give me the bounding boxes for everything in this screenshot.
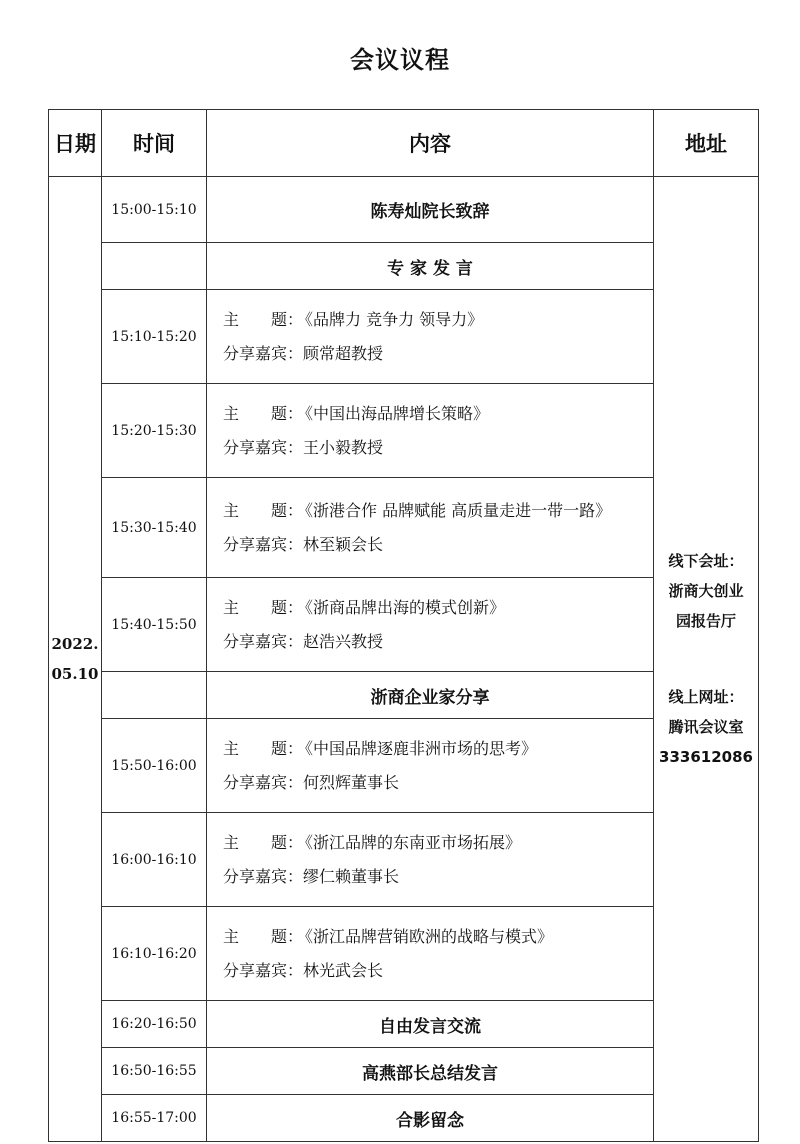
time-cell: 16:10-16:20 — [102, 907, 207, 1001]
table-row — [49, 672, 759, 719]
time-cell: 15:00-15:10 — [102, 177, 207, 243]
header-time: 时间 — [102, 110, 207, 177]
topic-label: 题： — [271, 597, 304, 617]
time-cell: 15:50-16:00 — [102, 719, 207, 813]
time-cell: 15:10-15:20 — [102, 290, 207, 384]
topic-label: 主 — [223, 597, 240, 617]
meeting-id: 333612086 — [659, 748, 753, 766]
online-label: 线上网址： — [668, 688, 744, 706]
header-date: 日期 — [49, 110, 102, 177]
header-address: 地址 — [654, 110, 759, 177]
talk-speaker: 缪仁赖董事长 — [303, 866, 400, 886]
talk-speaker: 赵浩兴教授 — [303, 631, 384, 651]
talk-cell — [207, 813, 654, 907]
offline-venue: 浙商大创业 — [668, 582, 744, 600]
talk-topic: 《中国出海品牌增长策略》 — [297, 403, 490, 423]
offline-venue: 园报告厅 — [675, 612, 736, 630]
offline-label: 线下会址： — [668, 552, 744, 570]
guest-label: 分享嘉宾： — [223, 772, 304, 792]
guest-label: 分享嘉宾： — [223, 534, 304, 554]
date-line: 05.10 — [51, 665, 99, 683]
talk-topic: 《品牌力 竞争力 领导力》 — [297, 309, 484, 329]
session-heading: 自由发言交流 — [207, 1001, 654, 1048]
table-row — [49, 907, 759, 1001]
topic-label: 主 — [223, 403, 240, 423]
talk-topic: 《中国品牌逐鹿非洲市场的思考》 — [297, 738, 538, 758]
table-row — [49, 719, 759, 813]
page-title: 会议议程 — [350, 46, 450, 74]
table-row — [49, 478, 759, 578]
online-venue: 腾讯会议室 — [668, 718, 744, 736]
header-row — [49, 110, 759, 177]
agenda-table — [48, 109, 759, 1142]
time-cell: 16:20-16:50 — [102, 1001, 207, 1048]
date-cell — [49, 177, 102, 1142]
topic-label: 主 — [223, 738, 240, 758]
time-cell — [102, 243, 207, 290]
talk-topic: 《浙江品牌营销欧洲的战略与模式》 — [297, 926, 554, 946]
talk-cell — [207, 719, 654, 813]
guest-label: 分享嘉宾： — [223, 960, 304, 980]
table-row — [49, 1001, 759, 1048]
talk-speaker: 林光武会长 — [303, 960, 384, 980]
address-cell — [654, 177, 759, 1142]
guest-label: 分享嘉宾： — [223, 631, 304, 651]
topic-label: 题： — [271, 500, 304, 520]
talk-speaker: 王小毅教授 — [303, 437, 384, 457]
table-row — [49, 177, 759, 243]
topic-label: 主 — [223, 926, 240, 946]
time-cell: 15:30-15:40 — [102, 478, 207, 578]
session-heading: 合影留念 — [207, 1095, 654, 1142]
table-row — [49, 1095, 759, 1142]
header-content: 内容 — [207, 110, 654, 177]
talk-speaker: 何烈辉董事长 — [303, 772, 400, 792]
talk-speaker: 林至颖会长 — [303, 534, 384, 554]
talk-cell — [207, 478, 654, 578]
talk-topic: 《浙商品牌出海的模式创新》 — [297, 597, 506, 617]
session-heading: 高燕部长总结发言 — [207, 1048, 654, 1095]
section-heading: 浙商企业家分享 — [207, 672, 654, 719]
talk-speaker: 顾常超教授 — [303, 343, 384, 363]
section-heading: 专 家 发 言 — [207, 243, 654, 290]
topic-label: 题： — [271, 403, 304, 423]
guest-label: 分享嘉宾： — [223, 437, 304, 457]
topic-label: 主 — [223, 309, 240, 329]
topic-label: 题： — [271, 926, 304, 946]
session-heading: 陈寿灿院长致辞 — [207, 177, 654, 243]
time-cell: 15:20-15:30 — [102, 384, 207, 478]
time-cell: 16:50-16:55 — [102, 1048, 207, 1095]
talk-topic: 《浙江品牌的东南亚市场拓展》 — [297, 832, 522, 852]
topic-label: 主 — [223, 832, 240, 852]
topic-label: 题： — [271, 309, 304, 329]
table-row — [49, 243, 759, 290]
time-cell: 16:55-17:00 — [102, 1095, 207, 1142]
time-cell: 16:00-16:10 — [102, 813, 207, 907]
topic-label: 主 — [223, 500, 240, 520]
date-line: 2022. — [51, 635, 99, 653]
table-row — [49, 384, 759, 478]
table-row — [49, 578, 759, 672]
talk-cell — [207, 384, 654, 478]
talk-cell — [207, 578, 654, 672]
table-row — [49, 290, 759, 384]
talk-cell — [207, 290, 654, 384]
time-cell — [102, 672, 207, 719]
table-row — [49, 813, 759, 907]
topic-label: 题： — [271, 738, 304, 758]
guest-label: 分享嘉宾： — [223, 343, 304, 363]
time-cell: 15:40-15:50 — [102, 578, 207, 672]
table-row — [49, 1048, 759, 1095]
topic-label: 题： — [271, 832, 304, 852]
talk-cell — [207, 907, 654, 1001]
guest-label: 分享嘉宾： — [223, 866, 304, 886]
talk-topic: 《浙港合作 品牌赋能 高质量走进一带一路》 — [297, 500, 612, 520]
